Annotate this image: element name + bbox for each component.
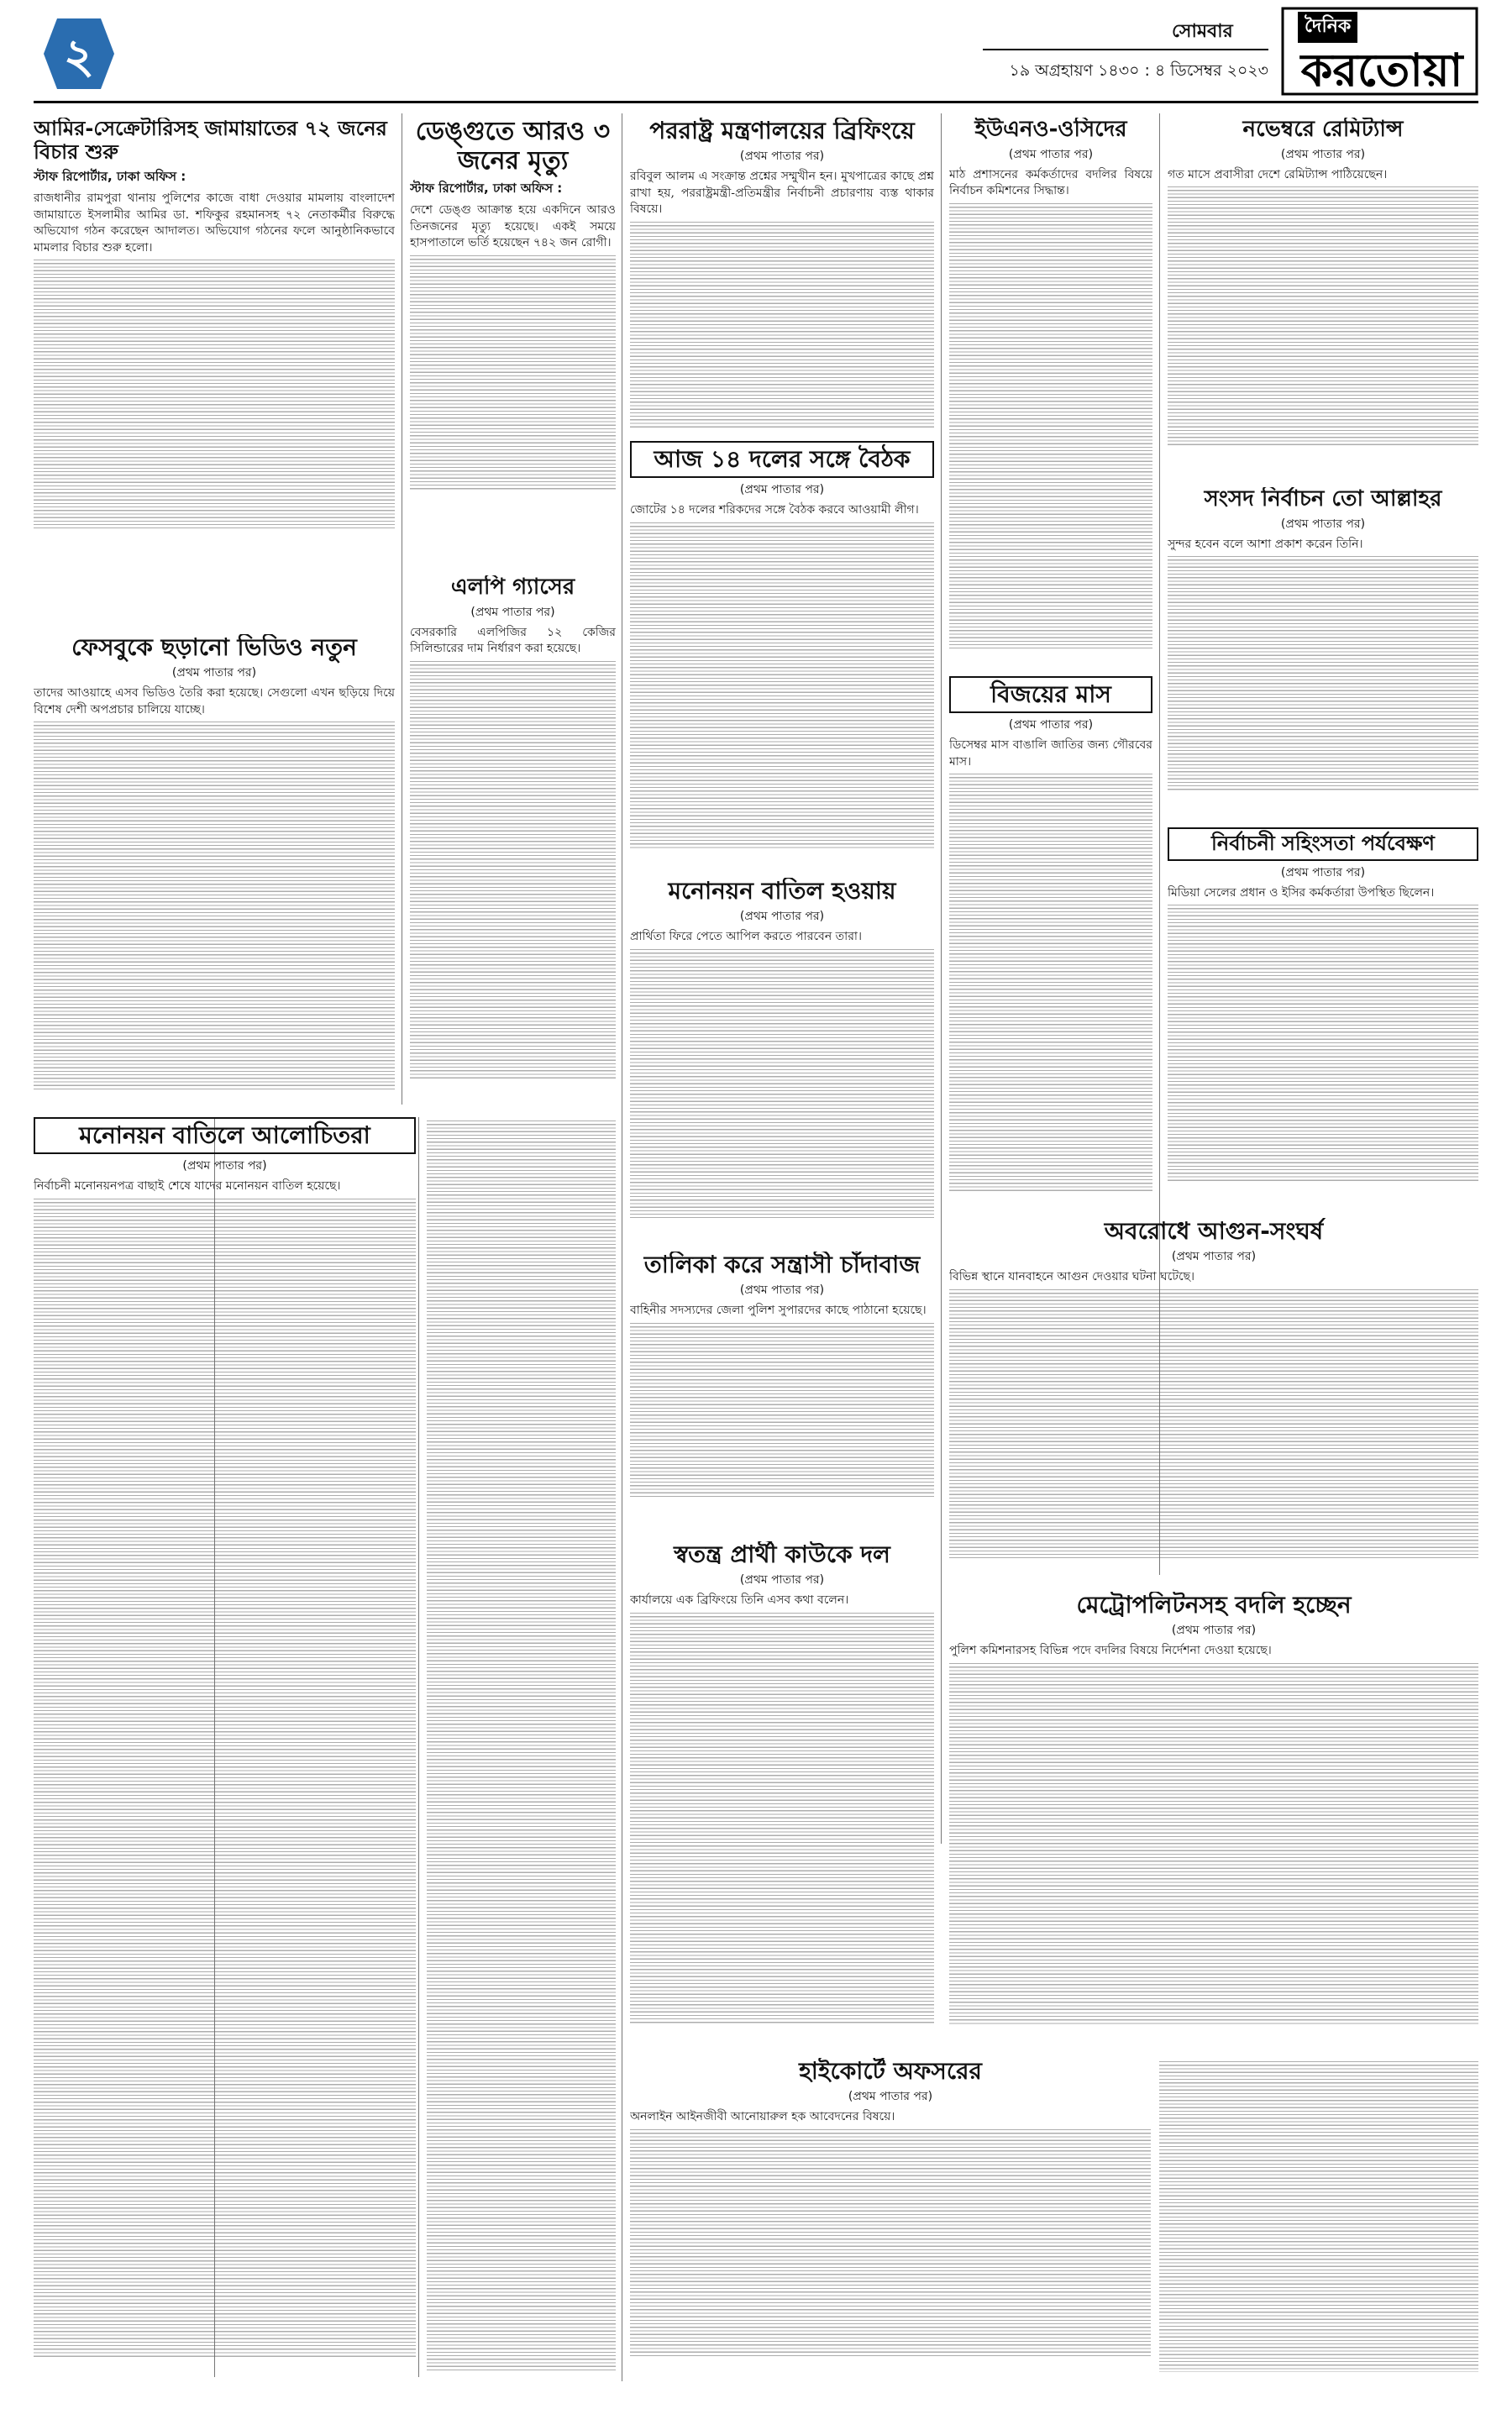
headline: তালিকা করে সন্ত্রাসী চাঁদাবাজ [643,1252,921,1278]
story-extortionist-list [630,1252,934,1529]
story-lead: সুন্দর হবেন বলে আশা প্রকাশ করেন তিনি। [1168,537,1363,551]
story-rejected-nominations [34,1117,416,2381]
continuation-note: (প্রথম পাতার পর) [848,2090,933,2104]
story-uno-oc-transfer [949,118,1152,664]
story-lead: তাদের আওয়াহে এসব ভিডিও তৈরি করা হয়েছে। সেগুলো এখন ছড়িয়ে দিয়ে বিশেষ দেশী অপপ্রচার চালিয়ে যাচ্ছে। [34,686,395,716]
story-lead: ডিসেম্বর মাস বাঙালি জাতির জন্য গৌরবের মাস। [949,738,1152,769]
story-body-text [410,661,616,1081]
column-divider [418,1117,419,2377]
story-blockade-arson [949,1218,1478,1579]
masthead [0,0,1512,105]
story-lead: পুলিশ কমিশনারসহ বিভিন্ন পদে বদলির বিষয়ে নির্দেশনা দেওয়া হয়েছে। [949,1644,1272,1658]
column-divider [941,113,942,1844]
headline: আমির-সেক্রেটারিসহ জামায়াতের ৭২ জনের বিচার শুরু [34,118,387,164]
story-body-text [427,1121,616,2372]
story-body-text [630,2129,1151,2356]
headline: ইউএনও-ওসিদের [974,118,1127,142]
story-lead: অনলাইন আইনজীবী আনোয়ারুল হক আবেদনের বিষয়ে। [630,2110,895,2124]
issue-date: ১৯ অগ্রহায়ণ ১৪৩০ : ৪ ডিসেম্বর ২০২৩ [1009,61,1268,80]
continuation-note: (প্রথম পাতার পর) [739,910,825,924]
story-victory-month [949,676,1152,1205]
story-body-text [949,774,1152,1194]
headline: সংসদ নির্বাচন তো আল্লাহর [1204,487,1442,512]
byline: স্টাফ রিপোর্টার, ঢাকা অফিস : [410,181,563,196]
story-14-party-meeting [630,441,934,865]
story-lead: রবিবুল আলম এ সংক্রান্ত প্রশ্নের সম্মুখীন হন। মুখপাত্রের কাছে প্রশ্ন রাখা হয়, পররাষ্ট্রমন্ত্রী-প্রতিমন্ত্রীর নির্বাচনী প্রচারণায় ব্যস্ত থাকার বিষয়ে। [630,170,934,217]
story-rejected-nominations-cont [427,1117,616,2381]
story-metropolitan-transfer-cont [1159,2058,1478,2381]
continuation-note: (প্রথম পাতার পর) [1008,718,1094,732]
weekday: সোমবার [1172,21,1233,42]
story-body-text [1168,556,1478,791]
story-body-text [1168,905,1478,1182]
story-lead: জোটের ১৪ দলের শরিকদের সঙ্গে বৈঠক করবে আওয়ামী লীগ। [630,503,919,517]
story-lead: দেশে ডেঙ্গু আক্রান্ত হয়ে একদিনে আরও তিনজনের মৃত্যু হয়েছে। একই সময়ে হাসপাতালে ভর্তি হয়েছেন ৭৪২ জন রোগী। [410,203,616,249]
continuation-note: (প্রথম পাতার পর) [1008,147,1094,161]
story-nomination-cancelled [630,878,934,1239]
continuation-note: (প্রথম পাতার পর) [1280,865,1366,879]
story-body-text [949,203,1152,648]
continuation-note: (প্রথম পাতার পর) [1280,147,1366,161]
masthead-bottom-rule [34,101,1478,103]
headline: হাইকোর্টে অফসরের [799,2058,982,2085]
headline: নির্বাচনী সহিংসতা পর্যবেক্ষণ [1168,827,1478,861]
headline: মেট্রোপলিটনসহ বদলি হচ্ছেন [1076,1592,1352,1619]
continuation-note: (প্রথম পাতার পর) [1280,517,1366,531]
story-high-court [630,2058,1151,2381]
story-jamaat-trial [34,118,395,626]
continuation-note: (প্রথম পাতার পর) [182,1159,267,1173]
story-parliament-election [1168,487,1478,815]
page-number: ২ [63,29,95,84]
continuation-note: (প্রথম পাতার পর) [739,1283,825,1298]
continuation-note: (প্রথম পাতার পর) [739,1573,825,1588]
story-lead: প্রার্থিতা ফিরে পেতে আপিল করতে পারবেন তারা। [630,930,862,944]
headline: নভেম্বরে রেমিট্যান্স [1242,118,1404,142]
story-lead: বিভিন্ন স্থানে যানবাহনে আগুন দেওয়ার ঘটনা ঘটেছে। [949,1270,1195,1284]
story-body-text [1168,186,1478,447]
story-body-text [949,1663,1478,2024]
story-lead: মিডিয়া সেলের প্রধান ও ইসির কর্মকর্তারা উপস্থিত ছিলেন। [1168,885,1435,900]
headline: স্বতন্ত্র প্রার্থী কাউকে দল [674,1541,890,1568]
logo-title: করতোয়া [1300,44,1463,97]
story-lead: মাঠ প্রশাসনের কর্মকর্তাদের বদলির বিষয়ে নির্বাচন কমিশনের সিদ্ধান্ত। [949,167,1152,198]
headline: আজ ১৪ দলের সঙ্গে বৈঠক [630,441,934,478]
story-lead: বেসরকারি এলপিজির ১২ কেজির সিলিন্ডারের দাম নির্ধারণ করা হয়েছে। [410,625,616,656]
masthead-rule [983,49,1268,50]
story-body-text [1159,2061,1478,2372]
headline: পররাষ্ট্র মন্ত্রণালয়ের ব্রিফিংয়ে [649,118,915,144]
story-body-text [949,1289,1478,1558]
byline: স্টাফ রিপোর্টার, ঢাকা অফিস : [34,169,186,185]
headline: অবরোধে আগুন-সংঘর্ষ [1104,1218,1324,1245]
continuation-note: (প্রথম পাতার পর) [171,666,257,680]
headline: ফেসবুকে ছড়ানো ভিডিও নতুন [71,634,357,661]
story-body-text [34,722,395,1091]
headline: মনোনয়ন বাতিলে আলোচিতরা [34,1117,416,1154]
story-lead: বাহিনীর সদস্যদের জেলা পুলিশ সুপারদের কাছে পাঠানো হয়েছে। [630,1304,927,1318]
continuation-note: (প্রথম পাতার পর) [1171,1624,1257,1638]
story-body-text [630,1613,934,2024]
continuation-note: (প্রথম পাতার পর) [1171,1250,1257,1264]
story-independent-candidate [630,1541,934,2045]
headline: এলপি গ্যাসের [450,575,575,600]
story-facebook-video [34,634,395,1109]
story-body-text [630,222,934,428]
story-lead: নির্বাচনী মনোনয়নপত্র বাছাই শেষে যাদের মনোনয়ন বাতিল হয়েছে। [34,1179,341,1194]
story-november-remittance [1168,118,1478,475]
story-body-text [630,1323,934,1499]
story-lead: গত মাসে প্রবাসীরা দেশে রেমিট্যান্স পাঠিয়েছেন। [1168,167,1388,181]
continuation-note: (প্রথম পাতার পর) [739,150,825,164]
logo-prefix: দৈনিক [1298,12,1357,43]
story-body-text [630,949,934,1218]
story-dengue-deaths [410,118,616,563]
headline: বিজয়ের মাস [949,676,1152,713]
headline: মনোনয়ন বাতিল হওয়ায় [668,878,896,905]
story-body-text [34,1199,416,2358]
headline: ডেঙ্গুতে আরও ৩ জনের মৃত্যু [415,118,611,176]
story-foreign-ministry-briefing [630,118,934,428]
continuation-note: (প্রথম পাতার পর) [470,605,555,619]
story-body-text [410,255,616,491]
continuation-note: (প্রথম পাতার পর) [739,483,825,497]
story-body-text [34,260,395,528]
story-lead: কার্যালয়ে এক ব্রিফিংয়ে তিনি এসব কথা বলেন। [630,1593,849,1608]
story-metropolitan-transfer [949,1592,1478,2045]
story-election-violence-monitoring [1168,827,1478,1205]
story-lead: রাজধানীর রামপুরা থানায় পুলিশের কাজে বাধা দেওয়ার মামলায় বাংলাদেশ জামায়াতে ইসলামীর আমির ডা. শফিকুর রহমানসহ ৭২ নেতাকর্মীর বিরুদ্ধে অভিযোগ গঠন করেছেন আদালত। অভিযোগ গঠনের ফলে আনুষ্ঠানিকভাবে মামলার বিচার শুরু হলো। [34,192,395,255]
story-body-text [630,522,934,850]
story-lp-gas [410,575,616,1105]
